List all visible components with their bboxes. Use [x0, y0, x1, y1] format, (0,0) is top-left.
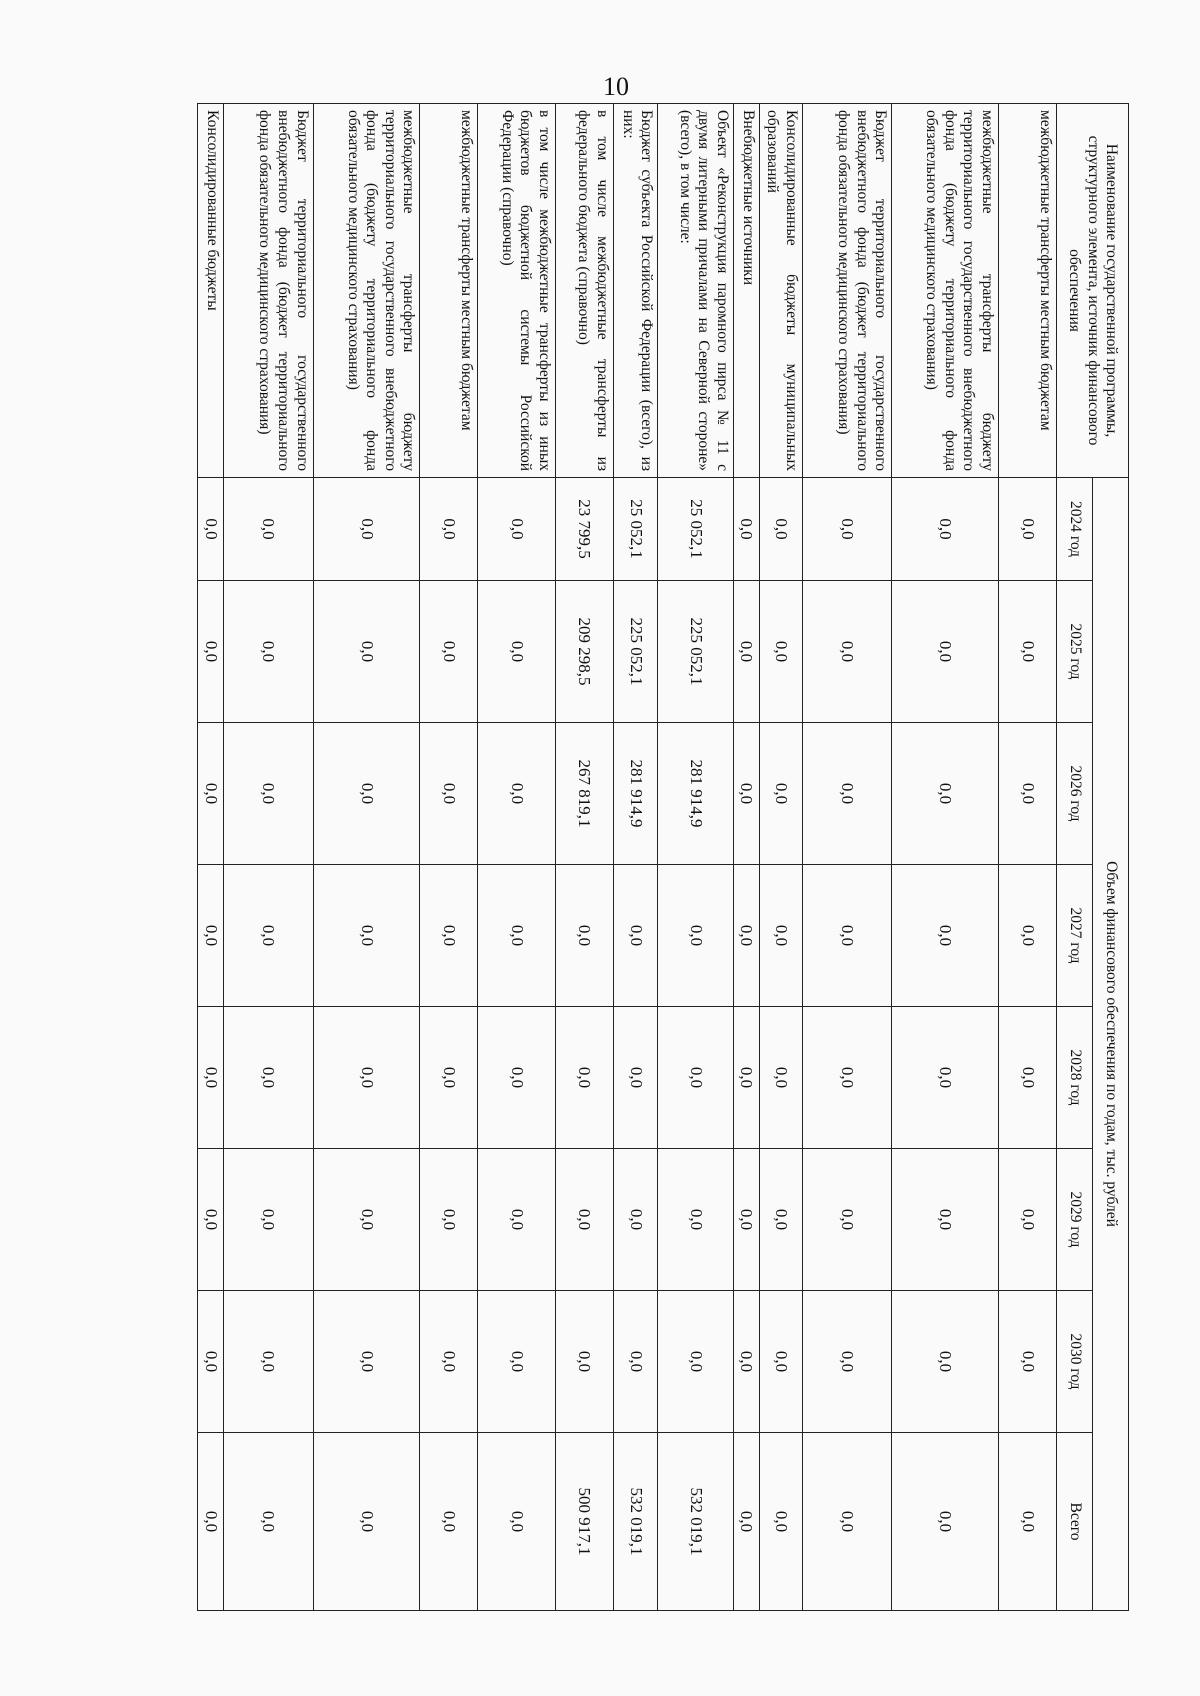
table-row [892, 104, 999, 1611]
year-value-cell: 0,0 [478, 478, 555, 581]
total-cell: 0,0 [420, 1433, 478, 1611]
year-value-cell: 0,0 [733, 865, 759, 1007]
total-cell: 500 917,1 [555, 1433, 613, 1611]
year-value-cell: 0,0 [802, 865, 892, 1007]
table-row [613, 104, 658, 1611]
year-value-cell: 0,0 [223, 723, 313, 865]
row-label: в том числе межбюджетные трансферты из федерального бюджета (справочно) [555, 104, 613, 478]
row-label: межбюджетные трансферты бюджету территориального государственного внебюджетного фонда (бюджету территориального фонда обязательного медицинского страхования) [892, 104, 999, 478]
table-body [198, 104, 1057, 1611]
year-header: 2025 год [1057, 581, 1093, 723]
year-value-cell: 0,0 [555, 1007, 613, 1149]
table-row [999, 104, 1057, 1611]
year-value-cell: 0,0 [198, 865, 224, 1007]
total-cell: 0,0 [802, 1433, 892, 1611]
year-value-cell: 0,0 [555, 865, 613, 1007]
year-value-cell: 0,0 [198, 478, 224, 581]
year-value-cell: 0,0 [658, 865, 733, 1007]
year-value-cell: 0,0 [733, 1291, 759, 1433]
year-value-cell: 0,0 [313, 1007, 420, 1149]
year-value-cell: 0,0 [198, 1149, 224, 1291]
financing-table [197, 103, 1129, 1611]
table-row [759, 104, 802, 1611]
page-number: 10 [603, 72, 629, 101]
year-value-cell: 0,0 [223, 1007, 313, 1149]
year-value-cell: 0,0 [420, 1291, 478, 1433]
total-cell: 0,0 [999, 1433, 1057, 1611]
row-label: межбюджетные трансферты бюджету территориального государственного внебюджетного фонда (бюджету территориального фонда обязательного медицинского страхования) [313, 104, 420, 478]
year-value-cell: 0,0 [802, 581, 892, 723]
year-value-cell: 0,0 [802, 1149, 892, 1291]
year-value-cell: 23 799,5 [555, 478, 613, 581]
year-value-cell: 0,0 [759, 865, 802, 1007]
year-value-cell: 0,0 [658, 1291, 733, 1433]
year-value-cell: 0,0 [999, 1291, 1057, 1433]
year-header: 2024 год [1057, 478, 1093, 581]
year-value-cell: 225 052,1 [613, 581, 658, 723]
table-row [478, 104, 555, 1611]
row-label: межбюджетные трансферты местным бюджетам [420, 104, 478, 478]
table-row [733, 104, 759, 1611]
year-value-cell: 0,0 [420, 865, 478, 1007]
table-row [313, 104, 420, 1611]
year-value-cell: 0,0 [613, 1007, 658, 1149]
total-cell: 0,0 [759, 1433, 802, 1611]
year-value-cell: 209 298,5 [555, 581, 613, 723]
year-value-cell: 0,0 [478, 1291, 555, 1433]
total-cell: 532 019,1 [658, 1433, 733, 1611]
year-value-cell: 267 819,1 [555, 723, 613, 865]
year-value-cell: 0,0 [733, 581, 759, 723]
year-value-cell: 25 052,1 [658, 478, 733, 581]
year-value-cell: 0,0 [802, 1007, 892, 1149]
row-label: Внебюджетные источники [733, 104, 759, 478]
row-label: Бюджет территориального государственного внебюджетного фонда (бюджет территориального фонда обязательного медицинского страхования) [223, 104, 313, 478]
year-value-cell: 0,0 [892, 1007, 999, 1149]
total-cell: 0,0 [223, 1433, 313, 1611]
year-value-cell: 0,0 [555, 1291, 613, 1433]
name-column-header: Наименование государственной программы, структурного элемента, источник финансового обеспечения [1057, 104, 1129, 478]
year-value-cell: 0,0 [999, 1149, 1057, 1291]
year-header: 2026 год [1057, 723, 1093, 865]
year-value-cell: 0,0 [313, 723, 420, 865]
year-value-cell: 0,0 [892, 1291, 999, 1433]
year-value-cell: 0,0 [999, 865, 1057, 1007]
table-row [198, 104, 224, 1611]
total-cell: 0,0 [733, 1433, 759, 1611]
rotated-table-wrapper [197, 103, 1129, 1610]
total-cell: 0,0 [313, 1433, 420, 1611]
year-value-cell: 0,0 [999, 581, 1057, 723]
year-value-cell: 0,0 [420, 478, 478, 581]
year-value-cell: 0,0 [555, 1149, 613, 1291]
table-row [658, 104, 733, 1611]
year-value-cell: 0,0 [892, 581, 999, 723]
year-value-cell: 281 914,9 [613, 723, 658, 865]
year-header: 2028 год [1057, 1007, 1093, 1149]
year-value-cell: 0,0 [802, 723, 892, 865]
year-value-cell: 0,0 [313, 478, 420, 581]
year-value-cell: 0,0 [733, 1149, 759, 1291]
year-value-cell: 0,0 [313, 1291, 420, 1433]
total-cell: 0,0 [198, 1433, 224, 1611]
year-value-cell: 281 914,9 [658, 723, 733, 865]
year-value-cell: 0,0 [420, 581, 478, 723]
total-cell: 532 019,1 [613, 1433, 658, 1611]
year-value-cell: 0,0 [759, 1007, 802, 1149]
table-row [420, 104, 478, 1611]
table-row [802, 104, 892, 1611]
year-value-cell: 0,0 [759, 478, 802, 581]
year-value-cell: 0,0 [892, 478, 999, 581]
year-header: 2030 год [1057, 1291, 1093, 1433]
row-label: Бюджет субъекта Российской Федерации (всего), из них: [613, 104, 658, 478]
year-value-cell: 0,0 [999, 478, 1057, 581]
year-value-cell: 0,0 [892, 723, 999, 865]
year-value-cell: 0,0 [313, 1149, 420, 1291]
year-value-cell: 0,0 [223, 1149, 313, 1291]
year-value-cell: 0,0 [223, 581, 313, 723]
year-value-cell: 0,0 [759, 1149, 802, 1291]
table-row [555, 104, 613, 1611]
year-value-cell: 0,0 [313, 865, 420, 1007]
year-value-cell: 25 052,1 [613, 478, 658, 581]
year-value-cell: 0,0 [420, 1007, 478, 1149]
year-value-cell: 0,0 [658, 1007, 733, 1149]
year-value-cell: 0,0 [613, 1291, 658, 1433]
year-value-cell: 0,0 [223, 1291, 313, 1433]
year-value-cell: 0,0 [802, 478, 892, 581]
year-value-cell: 225 052,1 [658, 581, 733, 723]
year-value-cell: 0,0 [759, 723, 802, 865]
year-value-cell: 0,0 [759, 581, 802, 723]
year-value-cell: 0,0 [733, 1007, 759, 1149]
year-value-cell: 0,0 [198, 1291, 224, 1433]
year-value-cell: 0,0 [802, 1291, 892, 1433]
year-value-cell: 0,0 [892, 865, 999, 1007]
year-header: 2029 год [1057, 1149, 1093, 1291]
year-value-cell: 0,0 [313, 581, 420, 723]
row-label: Бюджет территориального государственного внебюджетного фонда (бюджет территориального фонда обязательного медицинского страхования) [802, 104, 892, 478]
year-value-cell: 0,0 [478, 865, 555, 1007]
financing-group-header: Объем финансового обеспечения по годам, тыс. рублей [1093, 478, 1129, 1611]
total-header: Всего [1057, 1433, 1093, 1611]
year-value-cell: 0,0 [733, 723, 759, 865]
row-label: в том числе межбюджетные трансферты из иных бюджетов бюджетной системы Российской Федерации (справочно) [478, 104, 555, 478]
year-header: 2027 год [1057, 865, 1093, 1007]
year-value-cell: 0,0 [420, 1149, 478, 1291]
year-value-cell: 0,0 [478, 581, 555, 723]
year-value-cell: 0,0 [478, 1149, 555, 1291]
year-value-cell: 0,0 [613, 1149, 658, 1291]
year-value-cell: 0,0 [223, 865, 313, 1007]
year-value-cell: 0,0 [478, 1007, 555, 1149]
year-value-cell: 0,0 [658, 1149, 733, 1291]
row-label: Консолидированные бюджеты муниципальных образований [759, 104, 802, 478]
year-value-cell: 0,0 [198, 723, 224, 865]
year-value-cell: 0,0 [613, 865, 658, 1007]
year-value-cell: 0,0 [478, 723, 555, 865]
year-value-cell: 0,0 [892, 1149, 999, 1291]
year-value-cell: 0,0 [759, 1291, 802, 1433]
year-value-cell: 0,0 [999, 723, 1057, 865]
row-label: Объект «Реконструкция паромного пирса № 11 с двумя литерными причалами на Северной стороне» (всего), в том числе: [658, 104, 733, 478]
table-row [223, 104, 313, 1611]
year-value-cell: 0,0 [999, 1007, 1057, 1149]
year-value-cell: 0,0 [733, 478, 759, 581]
year-value-cell: 0,0 [420, 723, 478, 865]
total-cell: 0,0 [892, 1433, 999, 1611]
total-cell: 0,0 [478, 1433, 555, 1611]
year-value-cell: 0,0 [198, 581, 224, 723]
row-label: межбюджетные трансферты местным бюджетам [999, 104, 1057, 478]
year-value-cell: 0,0 [223, 478, 313, 581]
year-value-cell: 0,0 [198, 1007, 224, 1149]
row-label: Консолидированные бюджеты [198, 104, 224, 478]
